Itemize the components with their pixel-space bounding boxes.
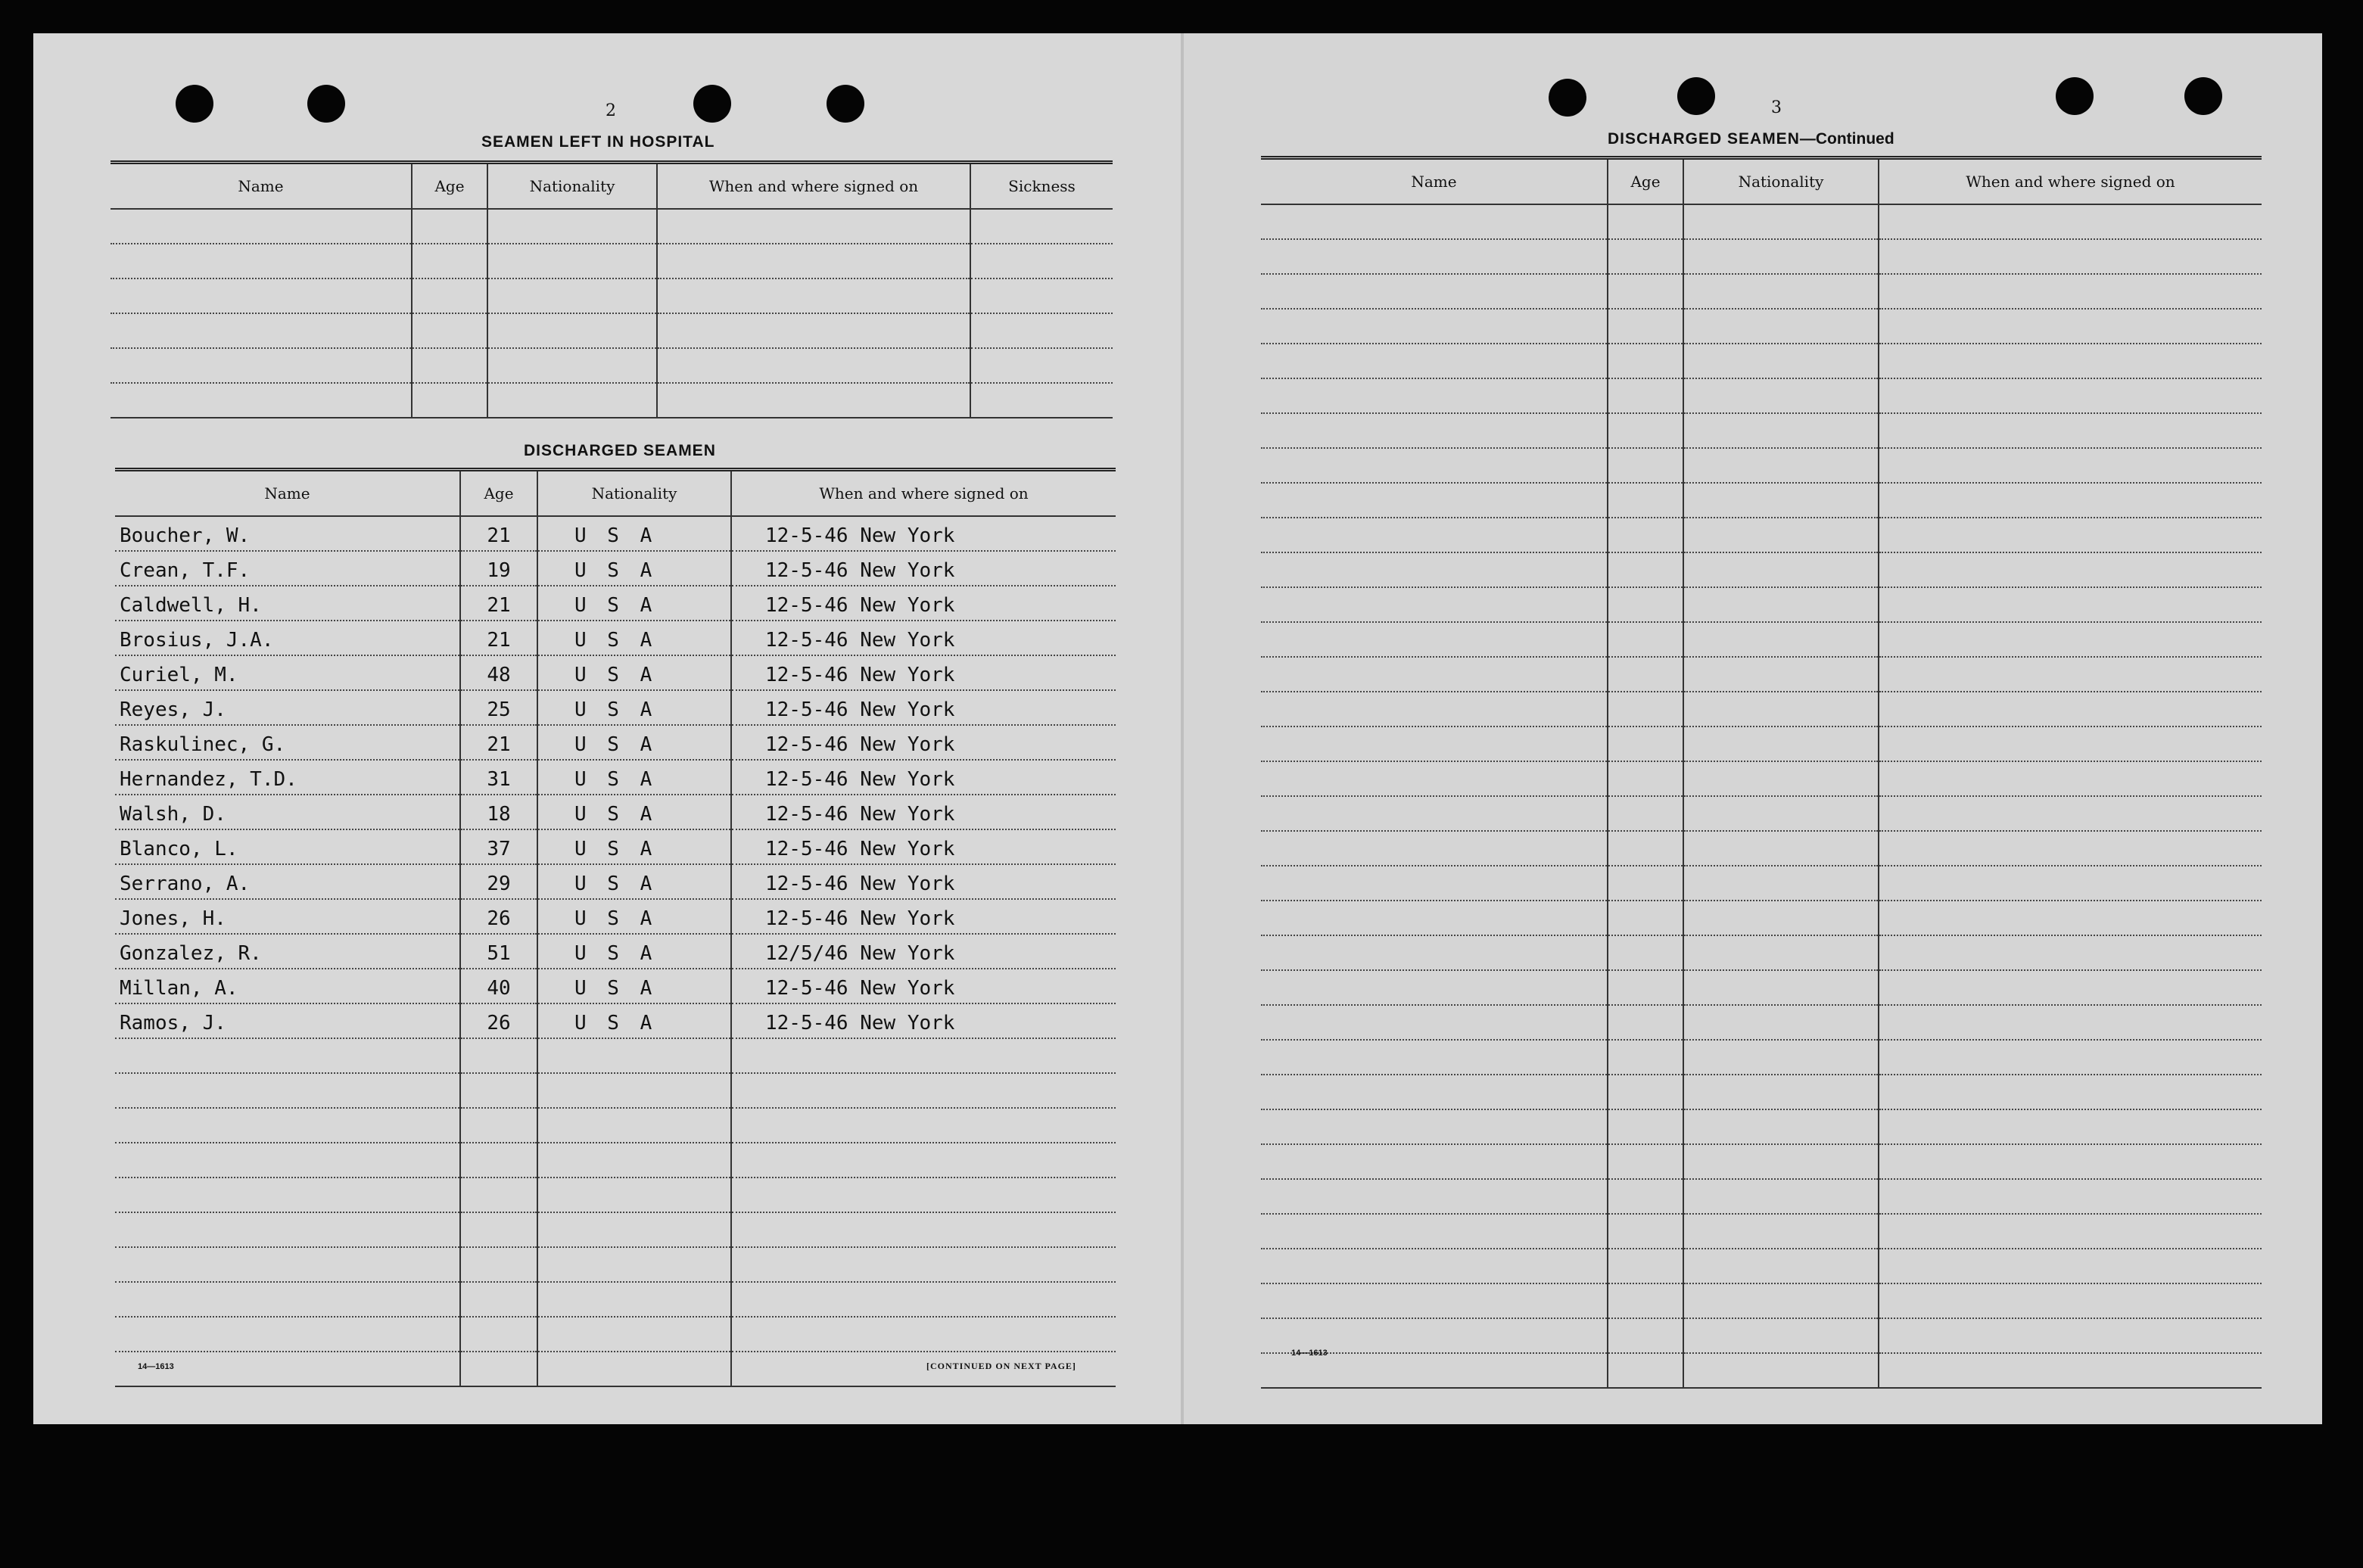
- cell-nationality: U S A: [537, 725, 731, 760]
- column-header-signed-on: When and where signed on: [1879, 158, 2262, 205]
- table-row: [1261, 657, 2262, 692]
- column-header-signed-on: When and where signed on: [731, 470, 1116, 517]
- table-row: [1261, 1075, 2262, 1109]
- punch-hole: [827, 85, 864, 123]
- column-header-age: Age: [460, 470, 537, 517]
- table-row: [111, 313, 1113, 348]
- cell-nationality: U S A: [537, 655, 731, 690]
- table-row: [1261, 483, 2262, 518]
- discharged-section-title: DISCHARGED SEAMEN: [524, 442, 716, 459]
- table-row: [115, 586, 1116, 621]
- cell-name: Walsh, D.: [115, 795, 460, 829]
- left-page: [33, 33, 1184, 1424]
- table-row: [1261, 274, 2262, 309]
- punch-hole: [693, 85, 731, 123]
- cell-signed-on: 12-5-46 New York: [731, 1003, 1116, 1038]
- table-row: [1261, 692, 2262, 726]
- column-header-signed-on: When and where signed on: [657, 163, 970, 210]
- form-number: 14—1613: [1291, 1349, 1328, 1358]
- column-header-nationality: Nationality: [537, 470, 731, 517]
- table-row: [1261, 1179, 2262, 1214]
- table-row: [1261, 204, 2262, 239]
- cell-signed-on: 12-5-46 New York: [731, 969, 1116, 1003]
- cell-nationality: U S A: [537, 586, 731, 621]
- cell-name: Ramos, J.: [115, 1003, 460, 1038]
- table-row: [115, 1212, 1116, 1247]
- table-row: [1261, 309, 2262, 344]
- table-row: [1261, 901, 2262, 935]
- cell-nationality: U S A: [537, 899, 731, 934]
- cell-signed-on: 12-5-46 New York: [731, 760, 1116, 795]
- table-row: [111, 383, 1113, 418]
- cell-name: Caldwell, H.: [115, 586, 460, 621]
- cell-age: 37: [460, 829, 537, 864]
- table-header-row: [1261, 158, 2262, 205]
- table-row: [115, 1178, 1116, 1212]
- cell-age: 19: [460, 551, 537, 586]
- table-row: [1261, 587, 2262, 622]
- table-row: [1261, 1214, 2262, 1249]
- table-row: [1261, 935, 2262, 970]
- cell-name: Millan, A.: [115, 969, 460, 1003]
- cell-age: 21: [460, 621, 537, 655]
- cell-nationality: U S A: [537, 516, 731, 551]
- table-row: [115, 655, 1116, 690]
- table-row: [111, 244, 1113, 278]
- table-row: [1261, 239, 2262, 274]
- punch-hole: [1677, 77, 1715, 115]
- table-row: [115, 1282, 1116, 1317]
- page-number: 2: [606, 101, 616, 120]
- section-title-suffix: —Continued: [1799, 130, 1894, 148]
- cell-name: Hernandez, T.D.: [115, 760, 460, 795]
- column-header-name: Name: [111, 163, 412, 210]
- cell-name: Gonzalez, R.: [115, 934, 460, 969]
- cell-age: 26: [460, 1003, 537, 1038]
- table-row: [1261, 378, 2262, 413]
- table-row: [115, 551, 1116, 586]
- table-row: [1261, 448, 2262, 483]
- cell-name: Brosius, J.A.: [115, 621, 460, 655]
- cell-signed-on: 12-5-46 New York: [731, 899, 1116, 934]
- table-row: [111, 209, 1113, 244]
- cell-name: Curiel, M.: [115, 655, 460, 690]
- page-number: 3: [1771, 98, 1782, 117]
- cell-age: 21: [460, 725, 537, 760]
- table-row: [115, 1003, 1116, 1038]
- cell-signed-on: 12/5/46 New York: [731, 934, 1116, 969]
- table-row: [115, 829, 1116, 864]
- cell-nationality: U S A: [537, 690, 731, 725]
- cell-nationality: U S A: [537, 1003, 731, 1038]
- table-row: [1261, 761, 2262, 796]
- cell-name: Boucher, W.: [115, 516, 460, 551]
- table-row: [1261, 1283, 2262, 1318]
- table-row: [1261, 1040, 2262, 1075]
- table-row: [1261, 344, 2262, 378]
- cell-age: 26: [460, 899, 537, 934]
- table-row: [111, 348, 1113, 383]
- cell-name: Raskulinec, G.: [115, 725, 460, 760]
- cell-age: 40: [460, 969, 537, 1003]
- cell-signed-on: 12-5-46 New York: [731, 516, 1116, 551]
- column-header-nationality: Nationality: [487, 163, 657, 210]
- cell-nationality: U S A: [537, 551, 731, 586]
- form-number: 14—1613: [138, 1362, 174, 1371]
- table-row: [1261, 1249, 2262, 1283]
- table-row: [1261, 1318, 2262, 1353]
- cell-nationality: U S A: [537, 829, 731, 864]
- cell-nationality: U S A: [537, 621, 731, 655]
- punch-hole: [2056, 77, 2094, 115]
- table-row: [1261, 970, 2262, 1005]
- table-row: [115, 621, 1116, 655]
- table-row: [1261, 518, 2262, 552]
- table-row: [115, 969, 1116, 1003]
- punch-hole: [1549, 79, 1586, 117]
- punch-hole: [2184, 77, 2222, 115]
- cell-name: Crean, T.F.: [115, 551, 460, 586]
- section-title: [1608, 130, 1894, 148]
- punch-hole: [307, 85, 345, 123]
- table-row: [115, 1143, 1116, 1178]
- table-row: [1261, 1109, 2262, 1144]
- column-header-sickness: Sickness: [970, 163, 1113, 210]
- cell-signed-on: 12-5-46 New York: [731, 725, 1116, 760]
- hospital-table: [111, 160, 1113, 418]
- punch-hole: [176, 85, 213, 123]
- cell-nationality: U S A: [537, 760, 731, 795]
- table-row: [1261, 866, 2262, 901]
- table-row: [1261, 831, 2262, 866]
- cell-signed-on: 12-5-46 New York: [731, 621, 1116, 655]
- cell-signed-on: 12-5-46 New York: [731, 864, 1116, 899]
- cell-name: Reyes, J.: [115, 690, 460, 725]
- cell-age: 48: [460, 655, 537, 690]
- table-row: [115, 760, 1116, 795]
- cell-signed-on: 12-5-46 New York: [731, 795, 1116, 829]
- table-row: [115, 1247, 1116, 1282]
- table-row: [115, 899, 1116, 934]
- table-row: [115, 864, 1116, 899]
- table-row: [115, 725, 1116, 760]
- cell-age: 31: [460, 760, 537, 795]
- table-row: [115, 1108, 1116, 1143]
- column-header-name: Name: [1261, 158, 1608, 205]
- cell-name: Blanco, L.: [115, 829, 460, 864]
- table-row: [1261, 1005, 2262, 1040]
- cell-nationality: U S A: [537, 969, 731, 1003]
- table-row: [115, 690, 1116, 725]
- cell-name: Serrano, A.: [115, 864, 460, 899]
- table-header-row: [111, 163, 1113, 210]
- table-row: [1261, 1353, 2262, 1388]
- cell-age: 21: [460, 516, 537, 551]
- cell-nationality: U S A: [537, 864, 731, 899]
- hospital-section-title: SEAMEN LEFT IN HOSPITAL: [481, 133, 715, 151]
- cell-signed-on: 12-5-46 New York: [731, 655, 1116, 690]
- cell-age: 21: [460, 586, 537, 621]
- table-row: [115, 1038, 1116, 1073]
- continued-table: [1261, 156, 2262, 1389]
- cell-signed-on: 12-5-46 New York: [731, 551, 1116, 586]
- cell-age: 18: [460, 795, 537, 829]
- cell-signed-on: 12-5-46 New York: [731, 586, 1116, 621]
- cell-signed-on: 12-5-46 New York: [731, 690, 1116, 725]
- right-page: [1184, 33, 2322, 1424]
- column-header-nationality: Nationality: [1683, 158, 1879, 205]
- cell-name: Jones, H.: [115, 899, 460, 934]
- cell-nationality: U S A: [537, 795, 731, 829]
- column-header-name: Name: [115, 470, 460, 517]
- table-row: [1261, 622, 2262, 657]
- table-row: [115, 1317, 1116, 1352]
- cell-signed-on: 12-5-46 New York: [731, 829, 1116, 864]
- table-row: [115, 795, 1116, 829]
- column-header-age: Age: [1608, 158, 1683, 205]
- table-row: [1261, 552, 2262, 587]
- section-title-main: DISCHARGED SEAMEN: [1608, 130, 1800, 148]
- table-row: [115, 934, 1116, 969]
- table-row: [1261, 726, 2262, 761]
- cell-nationality: U S A: [537, 934, 731, 969]
- table-row: [1261, 1144, 2262, 1179]
- column-header-age: Age: [412, 163, 487, 210]
- table-row: [111, 278, 1113, 313]
- table-row: [115, 1073, 1116, 1108]
- table-header-row: [115, 470, 1116, 517]
- cell-age: 25: [460, 690, 537, 725]
- discharged-table: [115, 468, 1116, 1387]
- table-row: [1261, 413, 2262, 448]
- cell-age: 51: [460, 934, 537, 969]
- cell-age: 29: [460, 864, 537, 899]
- table-row: [115, 516, 1116, 551]
- table-row: [1261, 796, 2262, 831]
- continued-note: [CONTINUED ON NEXT PAGE]: [926, 1361, 1076, 1371]
